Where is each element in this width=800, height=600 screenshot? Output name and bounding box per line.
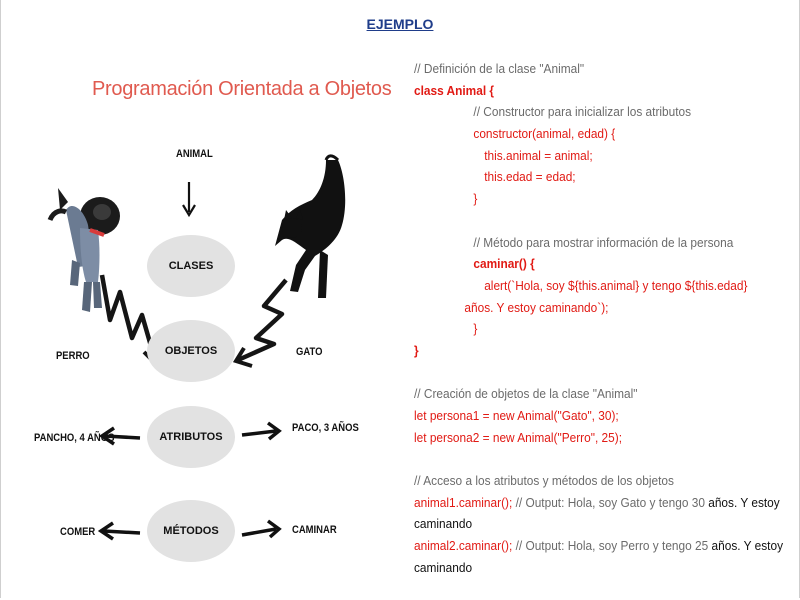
- code-line: // Método para mostrar información de la persona: [473, 234, 734, 250]
- arrow-to-paco: [242, 423, 279, 439]
- label-paco: PACO, 3 AÑOS: [292, 422, 359, 434]
- dog-icon: [50, 188, 120, 312]
- code-line: this.animal = animal;: [484, 147, 593, 163]
- code-line: // Definición de la clase "Animal": [414, 61, 585, 76]
- arrow-animal-to-clases: [183, 182, 195, 215]
- code-line: caminando: [414, 559, 473, 575]
- code-line: }: [473, 191, 478, 207]
- oval-clases: CLASES: [147, 235, 235, 297]
- oval-objetos: OBJETOS: [147, 320, 235, 382]
- code-blank-line: [414, 448, 756, 470]
- code-line: // Acceso a los atributos y métodos de los objetos: [414, 473, 674, 489]
- label-caminar: CAMINAR: [292, 524, 337, 536]
- diagram-title: Programación Orientada a Objetos: [92, 78, 392, 100]
- arrow-to-comer: [101, 523, 140, 539]
- label-animal: ANIMAL: [176, 148, 213, 160]
- code-comment: // Output: Hola, soy Gato y tengo 30: [512, 494, 709, 510]
- code-line: let persona1 = new Animal("Gato", 30);: [414, 408, 619, 423]
- oop-diagram: [20, 60, 400, 600]
- code-text: años. Y estoy: [711, 538, 784, 554]
- code-line: [414, 535, 784, 557]
- code-line: // Creación de objetos de la clase "Animal": [414, 386, 638, 402]
- code-line: this.edad = edad;: [484, 169, 576, 185]
- label-gato: GATO: [296, 346, 323, 358]
- label-perro: PERRO: [56, 350, 90, 362]
- code-line: [414, 492, 780, 514]
- code-call: animal2.caminar();: [414, 538, 513, 554]
- code-line: // Constructor para inicializar los atributos: [473, 104, 692, 120]
- code-line: caminando: [414, 516, 473, 532]
- label-comer: COMER: [60, 526, 96, 538]
- code-blank-line: [414, 362, 756, 384]
- zigzag-arrow-right: [236, 280, 286, 366]
- cat-icon: [275, 156, 345, 298]
- code-listing: [414, 58, 794, 579]
- code-line: constructor(animal, edad) {: [473, 126, 616, 142]
- code-line: }: [473, 321, 478, 337]
- code-line: años. Y estoy caminando`);: [464, 299, 609, 315]
- code-blank-line: [414, 210, 756, 232]
- label-pancho: PANCHO, 4 AÑOS: [34, 432, 115, 444]
- arrow-to-caminar: [242, 521, 279, 537]
- oval-metodos: MÉTODOS: [147, 500, 235, 562]
- oval-atributos: ATRIBUTOS: [147, 406, 235, 468]
- code-line: }: [414, 342, 419, 358]
- code-line: caminar() {: [473, 256, 535, 272]
- code-comment: // Output: Hola, soy Perro y tengo 25: [512, 538, 712, 554]
- page-heading: EJEMPLO: [366, 16, 434, 32]
- code-line: alert(`Hola, soy ${this.animal} y tengo ${this.edad}: [484, 277, 748, 293]
- code-call: animal1.caminar();: [414, 494, 513, 510]
- code-line: class Animal {: [414, 82, 495, 98]
- code-line: let persona2 = new Animal("Perro", 25);: [414, 429, 622, 445]
- code-text: años. Y estoy: [708, 494, 780, 510]
